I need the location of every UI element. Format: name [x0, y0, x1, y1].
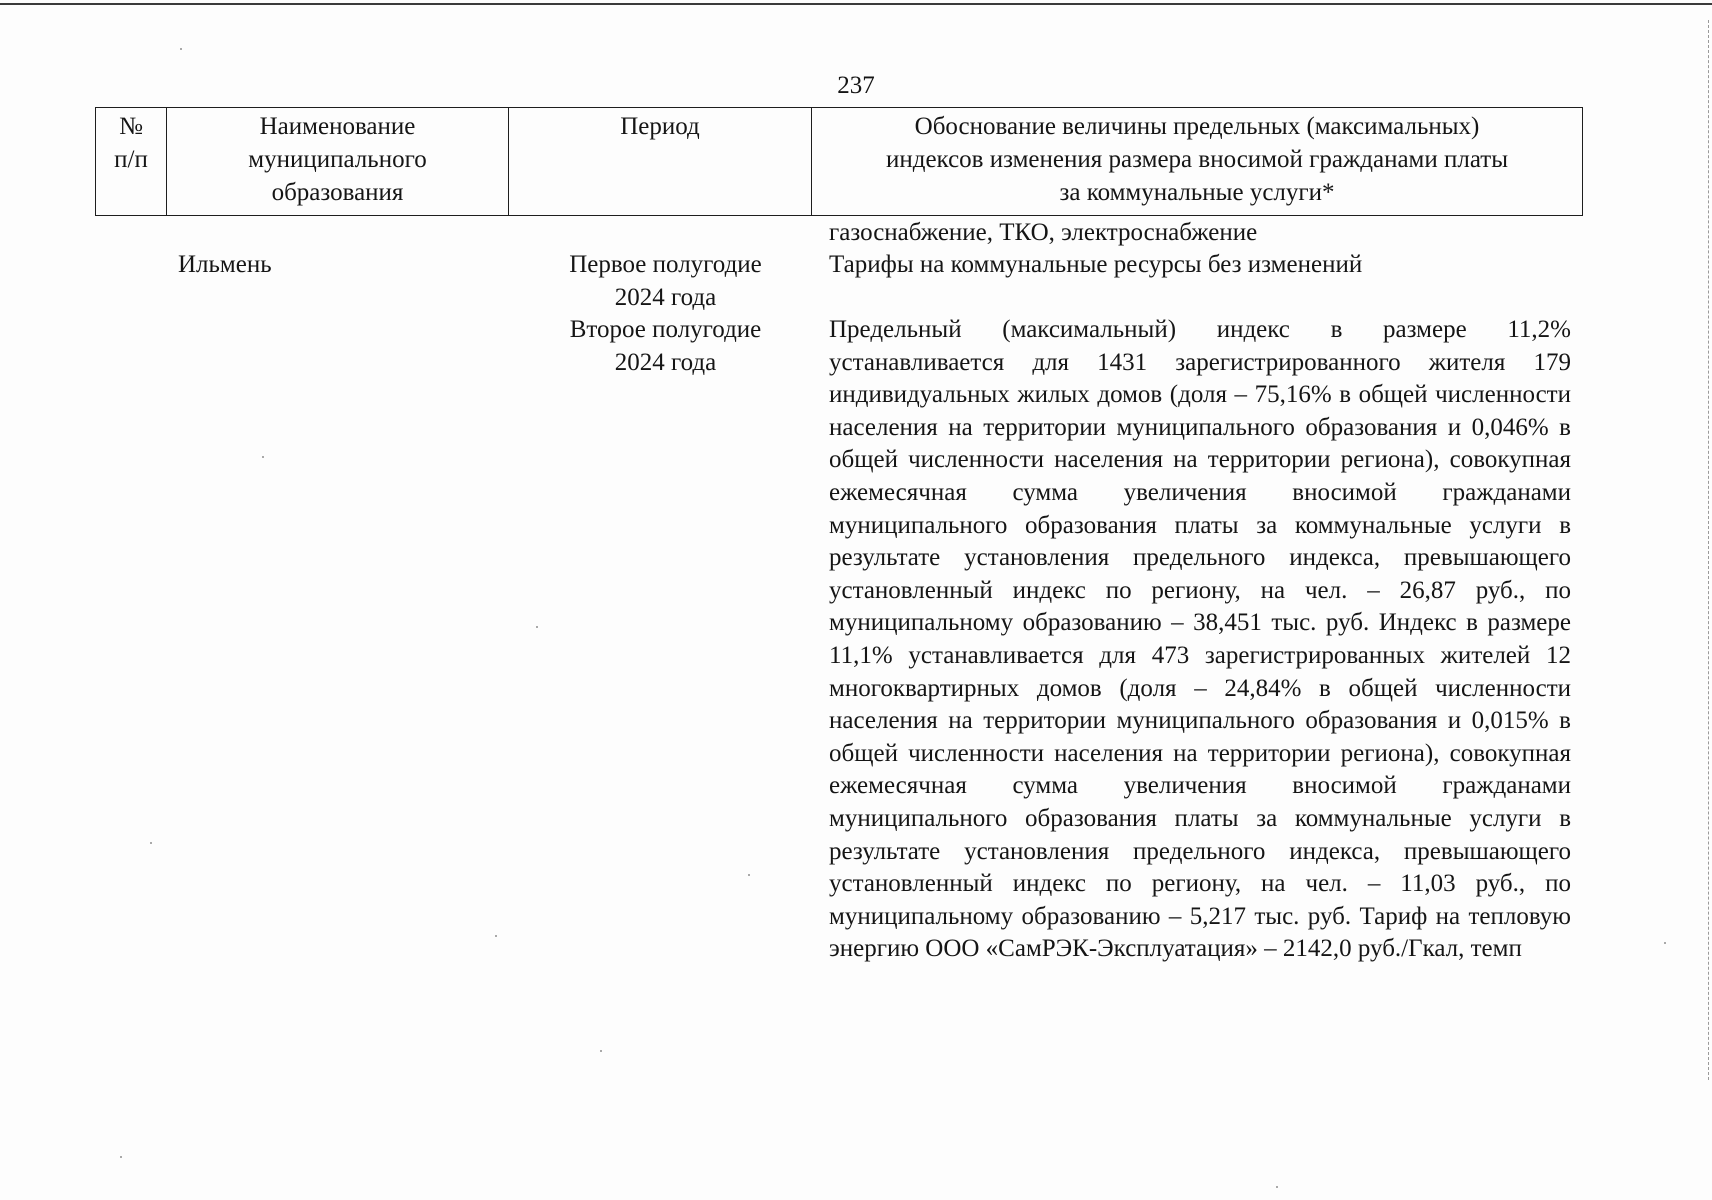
header-name-label: Наименование муниципального образования [248, 113, 427, 206]
scan-speck [1276, 1186, 1278, 1188]
header-cell-period [509, 108, 812, 215]
period-second-half: Второе полугодие 2024 года [569, 316, 762, 376]
scan-speck [1664, 942, 1666, 944]
continued-text: газоснабжение, ТКО, электроснабжение [829, 219, 1258, 246]
scan-speck [600, 1050, 602, 1052]
justification-first-half: Тарифы на коммунальные ресурсы без изменений [829, 251, 1363, 278]
header-cell-name [167, 108, 509, 215]
justification-second-half: Предельный (максимальный) индекс в размере 11,2% устанавливается для 1431 зарегистрированного жителя 179 индивидуальных жилых домов (доля – 75,16% в общей численности населения на территории муниципального образования и 0,046% в общей численности населения на территории региона), совокупная ежемесячная сумма увеличения вносимой гражданами муниципального образования платы за коммунальные услуги в результате установления предельного индекса, превышающего установленный индекс по региону, на чел. – 26,87 руб., по муниципальному образованию – 38,451 тыс. руб. Индекс в размере 11,1% устанавливается для 473 зарегистрированных жителей 12 многоквартирных домов (доля – 24,84% в общей численности населения на территории муниципального образования и 0,015% в общей численности населения на территории региона), совокупная ежемесячная сумма увеличения вносимой гражданами муниципального образования платы за коммунальные услуги в результате установления предельного индекса, превышающего установленный индекс по региону, на чел. – 11,03 руб., по муниципальному образованию – 5,217 тыс. руб. Тариф на тепловую энергию ООО «СамРЭК-Эксплуатация» – 2142,0 руб./Гкал, темп [829, 316, 1571, 963]
scan-speck [262, 456, 264, 458]
scan-speck [495, 935, 497, 937]
scan-speck [536, 626, 538, 628]
header-justification-label: Обоснование величины предельных (максимальных) индексов изменения размера вносимой гражданами платы за коммунальные услуги* [885, 113, 1509, 206]
scan-speck [180, 48, 182, 50]
scan-speck [150, 842, 152, 844]
header-period-label: Период [620, 113, 700, 140]
page-number: 237 [837, 72, 875, 99]
header-cell-justification [812, 108, 1582, 215]
period-first-half: Первое полугодие 2024 года [569, 251, 762, 311]
header-cell-number [96, 108, 167, 215]
municipality-name: Ильмень [178, 251, 272, 278]
scan-speck [120, 1156, 122, 1158]
scan-speck [748, 874, 750, 876]
table-header [95, 107, 1583, 216]
right-edge [1707, 20, 1709, 1080]
header-number-label: № п/п [114, 113, 148, 173]
top-border [0, 3, 1712, 5]
